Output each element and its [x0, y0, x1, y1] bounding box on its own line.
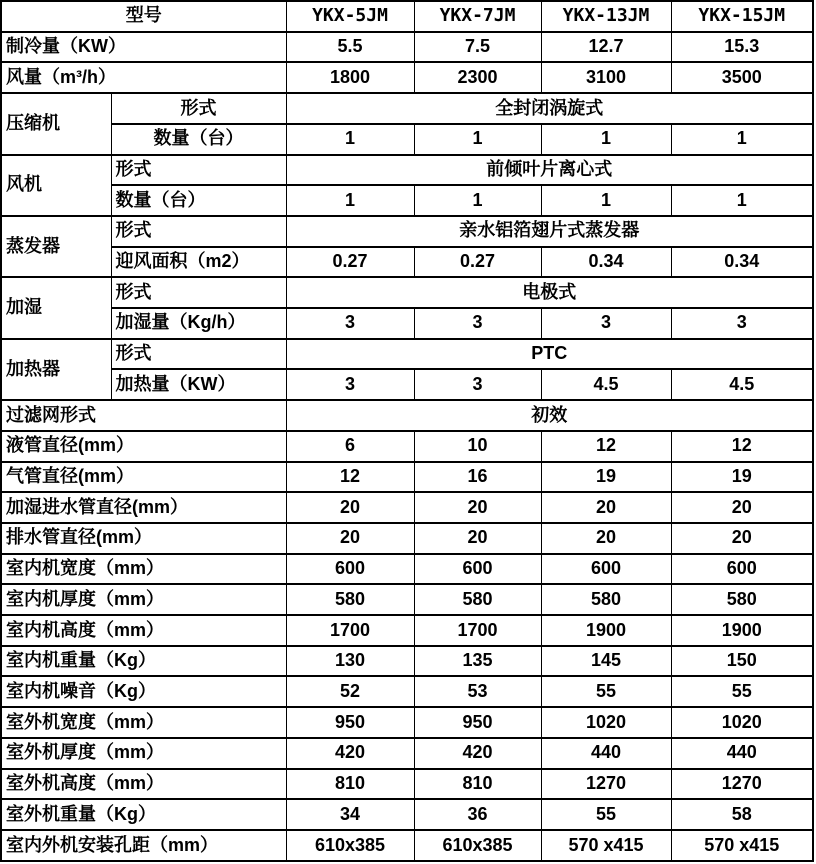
spec-value: 3 [414, 369, 541, 400]
spec-value: 4.5 [671, 369, 813, 400]
spec-label: 风量（m³/h） [1, 62, 286, 93]
spec-value: 12 [671, 431, 813, 462]
spec-value: 600 [286, 554, 414, 585]
spec-row-indoor-noise [1, 676, 813, 707]
spec-value: 950 [286, 707, 414, 738]
spec-value: 420 [414, 738, 541, 769]
sub-label: 形式 [111, 216, 286, 247]
spec-value: 20 [541, 523, 671, 554]
spec-value: 580 [286, 584, 414, 615]
spec-value: 150 [671, 646, 813, 677]
spec-value: 810 [414, 769, 541, 800]
spec-value: 600 [541, 554, 671, 585]
spec-value: 1 [671, 124, 813, 155]
spec-value: 52 [286, 676, 414, 707]
spec-label: 室内机宽度（mm） [1, 554, 286, 585]
group-name: 加热器 [1, 339, 111, 400]
spec-value: 12 [286, 462, 414, 493]
spec-value: 20 [541, 492, 671, 523]
spec-row-air-volume [1, 62, 813, 93]
spec-value: 0.27 [414, 247, 541, 278]
sub-label: 形式 [111, 93, 286, 124]
spec-row-outdoor-weight [1, 799, 813, 830]
spec-value: 600 [671, 554, 813, 585]
sub-label: 形式 [111, 339, 286, 370]
spec-value: 0.34 [671, 247, 813, 278]
spec-label: 排水管直径(mm） [1, 523, 286, 554]
spec-value: 5.5 [286, 32, 414, 63]
header-row [1, 1, 813, 32]
spec-label: 室内外机安装孔距（mm） [1, 830, 286, 861]
group-row-evaporator-type [1, 216, 813, 247]
spec-row-humidifier-inlet-pipe [1, 492, 813, 523]
spec-value: 6 [286, 431, 414, 462]
spec-label: 液管直径(mm） [1, 431, 286, 462]
group-name: 压缩机 [1, 93, 111, 154]
spec-label: 室外机厚度（mm） [1, 738, 286, 769]
sub-label: 形式 [111, 155, 286, 186]
spec-value: 1 [541, 185, 671, 216]
spec-value: 610x385 [414, 830, 541, 861]
spec-value: 1 [286, 185, 414, 216]
spec-value: 15.3 [671, 32, 813, 63]
spec-value: 1270 [541, 769, 671, 800]
spec-value: 20 [671, 492, 813, 523]
model-header-label: 型号 [1, 1, 286, 32]
spec-value: 1700 [414, 615, 541, 646]
spec-value: 1900 [671, 615, 813, 646]
spec-value: 570 x415 [671, 830, 813, 861]
group-row-compressor-qty [1, 124, 813, 155]
spec-row-outdoor-height [1, 769, 813, 800]
sub-label: 迎风面积（m2） [111, 247, 286, 278]
spec-value: 1700 [286, 615, 414, 646]
group-row-fan-type [1, 155, 813, 186]
span-value: 前倾叶片离心式 [286, 155, 813, 186]
span-value: 初效 [286, 400, 813, 431]
spec-label: 气管直径(mm） [1, 462, 286, 493]
spec-row-indoor-weight [1, 646, 813, 677]
group-name: 加湿 [1, 277, 111, 338]
spec-value: 2300 [414, 62, 541, 93]
spec-value: 3 [286, 369, 414, 400]
spec-value: 20 [286, 523, 414, 554]
spec-value: 1020 [541, 707, 671, 738]
group-name: 风机 [1, 155, 111, 216]
spec-value: 1270 [671, 769, 813, 800]
spec-value: 610x385 [286, 830, 414, 861]
spec-value: 7.5 [414, 32, 541, 63]
spec-value: 55 [541, 799, 671, 830]
spec-value: 3 [286, 308, 414, 339]
spec-value: 20 [414, 492, 541, 523]
spec-value: 53 [414, 676, 541, 707]
spec-value: 4.5 [541, 369, 671, 400]
spec-label: 过滤网形式 [1, 400, 286, 431]
spec-value: 58 [671, 799, 813, 830]
spec-value: 440 [671, 738, 813, 769]
spec-value: 34 [286, 799, 414, 830]
spec-value: 20 [671, 523, 813, 554]
spec-value: 20 [286, 492, 414, 523]
group-row-fan-qty [1, 185, 813, 216]
spec-value: 580 [671, 584, 813, 615]
spec-value: 1 [541, 124, 671, 155]
spec-value: 950 [414, 707, 541, 738]
span-value: 亲水铝箔翅片式蒸发器 [286, 216, 813, 247]
spec-value: 145 [541, 646, 671, 677]
spec-value: 570 x415 [541, 830, 671, 861]
spec-row-cooling-capacity [1, 32, 813, 63]
model-name: YKX-5JM [286, 1, 414, 32]
sub-label: 数量（台） [111, 185, 286, 216]
spec-row-drain-pipe [1, 523, 813, 554]
spec-label: 室内机厚度（mm） [1, 584, 286, 615]
spec-value: 55 [671, 676, 813, 707]
spec-value: 19 [671, 462, 813, 493]
group-row-humidifier-capacity [1, 308, 813, 339]
spec-value: 3100 [541, 62, 671, 93]
spec-value: 135 [414, 646, 541, 677]
spec-value: 0.27 [286, 247, 414, 278]
spec-value: 440 [541, 738, 671, 769]
spec-label: 制冷量（KW） [1, 32, 286, 63]
model-name: YKX-13JM [541, 1, 671, 32]
spec-value: 55 [541, 676, 671, 707]
spec-label: 加湿进水管直径(mm） [1, 492, 286, 523]
group-row-heater-capacity [1, 369, 813, 400]
spec-value: 130 [286, 646, 414, 677]
sub-label: 加湿量（Kg/h） [111, 308, 286, 339]
spec-value: 3 [541, 308, 671, 339]
group-row-evaporator-area [1, 247, 813, 278]
spec-value: 16 [414, 462, 541, 493]
spec-value: 810 [286, 769, 414, 800]
spec-value: 1800 [286, 62, 414, 93]
spec-label: 室内机高度（mm） [1, 615, 286, 646]
spec-value: 1 [286, 124, 414, 155]
spec-row-filter [1, 400, 813, 431]
spec-value: 20 [414, 523, 541, 554]
spec-row-gas-pipe [1, 462, 813, 493]
spec-value: 19 [541, 462, 671, 493]
spec-value: 3500 [671, 62, 813, 93]
model-name: YKX-15JM [671, 1, 813, 32]
group-name: 蒸发器 [1, 216, 111, 277]
span-value: 全封闭涡旋式 [286, 93, 813, 124]
spec-label: 室外机重量（Kg） [1, 799, 286, 830]
spec-value: 10 [414, 431, 541, 462]
span-value: PTC [286, 339, 813, 370]
group-row-humidifier-type [1, 277, 813, 308]
spec-value: 580 [541, 584, 671, 615]
group-row-compressor-type [1, 93, 813, 124]
spec-value: 580 [414, 584, 541, 615]
span-value: 电极式 [286, 277, 813, 308]
spec-value: 1 [671, 185, 813, 216]
sub-label: 数量（台） [111, 124, 286, 155]
spec-value: 1020 [671, 707, 813, 738]
spec-row-indoor-height [1, 615, 813, 646]
model-name: YKX-7JM [414, 1, 541, 32]
spec-row-liquid-pipe [1, 431, 813, 462]
spec-row-outdoor-depth [1, 738, 813, 769]
spec-value: 3 [414, 308, 541, 339]
spec-label: 室内机重量（Kg） [1, 646, 286, 677]
spec-label: 室外机宽度（mm） [1, 707, 286, 738]
sub-label: 加热量（KW） [111, 369, 286, 400]
spec-value: 600 [414, 554, 541, 585]
spec-row-indoor-width [1, 554, 813, 585]
spec-label: 室外机高度（mm） [1, 769, 286, 800]
spec-row-mounting-hole-distance [1, 830, 813, 861]
spec-value: 12.7 [541, 32, 671, 63]
spec-value: 36 [414, 799, 541, 830]
group-row-heater-type [1, 339, 813, 370]
spec-value: 12 [541, 431, 671, 462]
spec-value: 3 [671, 308, 813, 339]
spec-row-outdoor-width [1, 707, 813, 738]
spec-label: 室内机噪音（Kg） [1, 676, 286, 707]
sub-label: 形式 [111, 277, 286, 308]
spec-value: 0.34 [541, 247, 671, 278]
spec-value: 1 [414, 124, 541, 155]
spec-value: 420 [286, 738, 414, 769]
spec-value: 1 [414, 185, 541, 216]
spec-value: 1900 [541, 615, 671, 646]
spec-row-indoor-depth [1, 584, 813, 615]
